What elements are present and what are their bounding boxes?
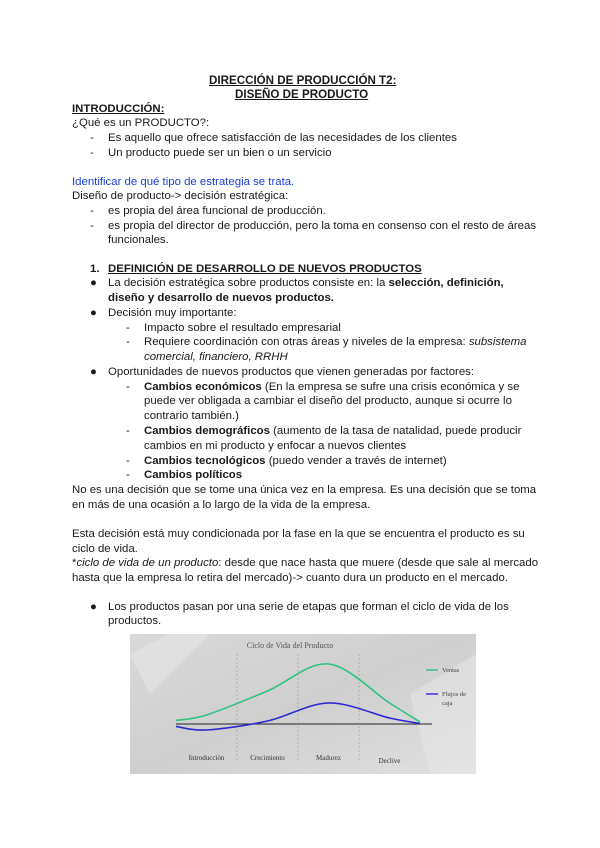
lifecycle-chart-svg <box>130 634 476 774</box>
list-item: - <box>126 469 130 481</box>
list-item: - <box>126 381 130 393</box>
list-item: - <box>90 132 94 144</box>
factor-text: Cambios políticos <box>144 469 243 481</box>
stage-label: Madurez <box>316 754 341 762</box>
bullet-text: La decisión estratégica sobre productos consiste en: la selección, definición, <box>108 277 504 289</box>
list-item-text: Es aquello que ofrece satisfacción de las necesidades de los clientes <box>108 132 457 144</box>
paragraph: en más de una ocasión a lo largo de la vida de la empresa. <box>72 499 371 511</box>
decision-lead: Diseño de producto-> decisión estratégica: <box>72 190 289 202</box>
paragraph: hasta que la empresa lo retira del mercado)-> cuanto dura un producto en el mercado. <box>72 572 508 584</box>
section-number: 1. <box>90 263 100 275</box>
list-item: - <box>126 336 130 348</box>
list-item-text: funcionales. <box>108 234 169 246</box>
factor-text: Cambios tecnológicos (puedo vender a través de internet) <box>144 455 447 467</box>
bullet-icon: ● <box>90 366 97 378</box>
section-heading: DEFINICIÓN DE DESARROLLO DE NUEVOS PRODUCTOS <box>108 263 422 275</box>
list-item: - <box>90 205 94 217</box>
list-item: - <box>126 455 130 467</box>
bullet-text: Los productos pasan por una serie de etapas que forman el ciclo de vida de los <box>108 601 509 613</box>
paragraph: No es una decisión que se tome una única vez en la empresa. Es una decisión que se toma <box>72 484 537 496</box>
bullet-text: diseño y desarrollo de nuevos productos. <box>108 292 334 304</box>
bullet-icon: ● <box>90 601 97 613</box>
legend-label: caja <box>442 700 453 707</box>
paragraph: ciclo de vida. <box>72 543 138 555</box>
list-item-text: Un producto puede ser un bien o un servicio <box>108 147 332 159</box>
list-item: - <box>126 322 130 334</box>
list-item: - <box>126 425 130 437</box>
document-subtitle: DISEÑO DE PRODUCTO <box>235 88 369 101</box>
document-title: DIRECCIÓN DE PRODUCCIÓN T2: <box>209 74 397 87</box>
bullet-icon: ● <box>90 307 97 319</box>
list-item-text: comercial, financiero, RRHH <box>144 351 288 363</box>
stage-label: Crecimiento <box>250 754 285 762</box>
legend-label: Ventas <box>442 667 460 674</box>
lifecycle-chart <box>130 634 476 774</box>
bullet-icon: ● <box>90 277 97 289</box>
list-item-text: Requiere coordinación con otras áreas y niveles de la empresa: subsistema <box>144 336 527 348</box>
stage-label: Declive <box>378 757 401 765</box>
factor-text: Cambios económicos (En la empresa se sufre una crisis económica y se <box>144 381 520 393</box>
bullet-text: Oportunidades de nuevos productos que vienen generadas por factores: <box>108 366 475 378</box>
stage-label: Introducción <box>188 754 225 762</box>
legend-label: Flujos de <box>442 691 467 698</box>
paragraph: Esta decisión está muy condicionada por la fase en la que se encuentra el producto es su <box>72 528 525 540</box>
factor-text: cambios en mi producto y enfocar a nuevos clientes <box>144 440 407 452</box>
list-item: - <box>90 220 94 232</box>
factor-text: Cambios demográficos (aumento de la tasa de natalidad, puede producir <box>144 425 522 437</box>
list-item: - <box>90 147 94 159</box>
paragraph: *ciclo de vida de un producto: desde que nace hasta que muere (desde que sale al mercado <box>72 557 539 569</box>
intro-heading: INTRODUCCIÓN: <box>72 103 165 115</box>
list-item-text: Impacto sobre el resultado empresarial <box>144 322 341 334</box>
bullet-text: Decisión muy importante: <box>108 307 237 319</box>
intro-question: ¿Qué es un PRODUCTO?: <box>72 117 210 129</box>
list-item-text: es propia del área funcional de producción. <box>108 205 326 217</box>
strategy-note: Identificar de qué tipo de estrategia se trata. <box>72 176 295 188</box>
list-item-text: es propia del director de producción, pero la toma en consenso con el resto de áreas <box>108 220 537 232</box>
factor-text: contrario también.) <box>144 410 239 422</box>
bullet-text: productos. <box>108 615 162 627</box>
factor-text: puede ver obligada a cambiar el diseño del producto, aunque si ocurre lo <box>144 395 512 407</box>
chart-title: Ciclo de Vida del Producto <box>246 641 334 650</box>
